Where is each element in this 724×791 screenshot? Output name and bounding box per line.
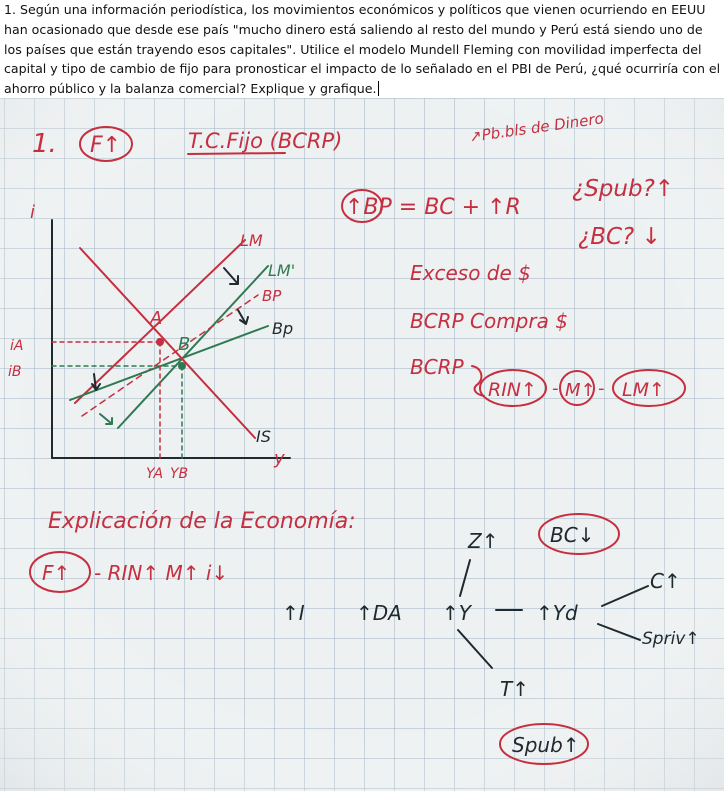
graph-label-i: i xyxy=(30,202,36,223)
label-is: IS xyxy=(256,427,271,446)
label-point-a: A xyxy=(150,308,163,329)
label-bp: Bp xyxy=(272,319,294,338)
note-rin: RIN↑ xyxy=(488,379,537,401)
point-a xyxy=(156,338,164,346)
label-point-b: B xyxy=(178,334,191,355)
question-text-block xyxy=(4,0,722,98)
note-f-up: F↑ xyxy=(42,561,71,585)
notebook-photo xyxy=(0,98,724,791)
note-spub-up: Spub↑ xyxy=(512,733,580,757)
text-cursor xyxy=(378,81,379,96)
note-number: 1. xyxy=(32,129,57,159)
note-da-up: ↑DA xyxy=(356,601,402,625)
label-ya: YA xyxy=(146,466,164,482)
note-lm: LM↑ xyxy=(622,379,665,401)
note-m: M↑ xyxy=(565,380,596,401)
note-t-up: T↑ xyxy=(500,677,529,701)
point-b xyxy=(178,362,186,370)
note-q-spub: ¿Spub?↑ xyxy=(572,176,675,202)
label-ib: iB xyxy=(8,364,22,380)
note-bcrp: BCRP xyxy=(410,355,464,379)
note-explicacion: Explicación de la Economía: xyxy=(48,509,356,534)
note-pb-dinero: ↗Pb.bls de Dinero xyxy=(468,109,605,146)
note-yd-up: ↑Yd xyxy=(536,601,578,625)
note-fa: F↑ xyxy=(90,133,122,158)
note-compra: BCRP Compra $ xyxy=(410,309,568,333)
note-i-up: ↑I xyxy=(282,601,305,625)
note-y-up: ↑Y xyxy=(442,601,471,625)
label-yb: YB xyxy=(170,466,189,482)
question-text: 1. Según una información periodística, los movimientos económicos y políticos que vienen ocurriendo en EEUU han ocasionado que desde ese país "mucho dinero está saliendo al resto del mundo y Perú está siendo uno de los países que están trayendo esos capitales". Utilice el modelo Mundell Fleming con movilidad imperfecta del capital y tipo de cambio de fijo para pronosticar el impacto de lo señalado en el PBI de Perú, ¿qué ocurriría con el ahorro público y la balanza comercial? Explique y grafique. xyxy=(4,2,721,97)
note-z-up: Z↑ xyxy=(468,529,499,553)
note-regime: T.C.Fijo (BCRP) xyxy=(188,129,343,153)
note-spriv-up: Spriv↑ xyxy=(642,629,700,649)
note-rin-m-i: - RIN↑ M↑ i↓ xyxy=(94,561,229,585)
note-eq-bp: ↑BP = BC + ↑R xyxy=(345,195,521,220)
note-exceso: Exceso de $ xyxy=(410,261,531,285)
label-bp-dashed: BP xyxy=(262,287,282,305)
note-bc-down: BC↓ xyxy=(550,523,595,547)
note-c-up: C↑ xyxy=(650,569,681,593)
label-lm: LM xyxy=(240,231,263,250)
dash-1: - xyxy=(552,378,559,399)
regime-underline xyxy=(188,153,285,154)
label-lm2: LM' xyxy=(268,261,296,280)
label-ia: iA xyxy=(10,338,24,354)
note-q-bc: ¿BC? ↓ xyxy=(578,224,661,250)
graph-label-y: y xyxy=(274,448,285,469)
dash-2: - xyxy=(598,378,605,399)
